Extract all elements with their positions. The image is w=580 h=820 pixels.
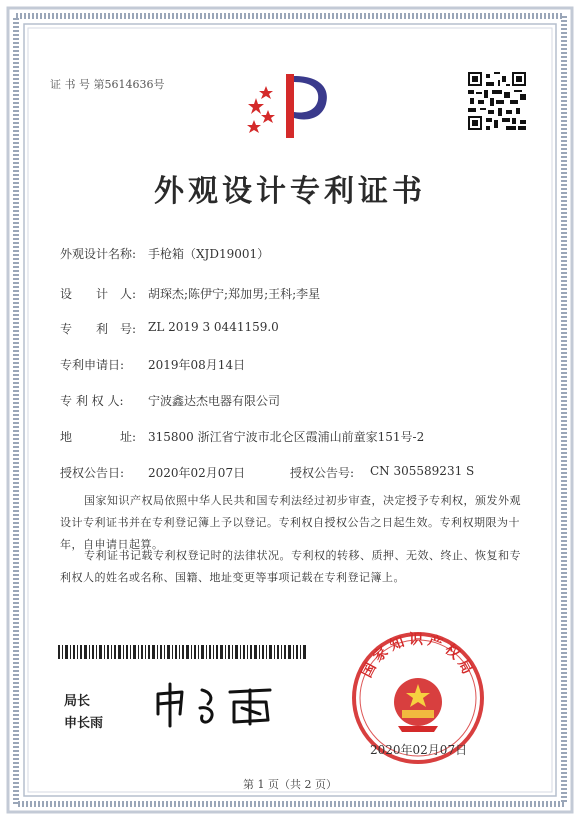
legal-paragraph-1: 国家知识产权局依照中华人民共和国专利法经过初步审查，决定授予专利权，颁发外观设计专利证书并在专利登记簿上予以登记。专利权自授权公告之日起生效。专利权期限为十年，自申请日起算。: [60, 494, 521, 551]
grant-date-value: 2020年02月07日: [148, 466, 246, 480]
legal-paragraph-2: 专利证书记载专利权登记时的法律状况。专利权的转移、质押、无效、终止、恢复和专利权人的姓名或名称、国籍、地址变更等事项记载在专利登记簿上。: [60, 549, 521, 584]
grant-date-label: 授权公告日:: [60, 466, 125, 480]
seal-date: 2020年02月07日: [370, 743, 468, 757]
patent-number-value: ZL 2019 3 0441159.0: [148, 320, 279, 334]
barcode: [58, 645, 308, 659]
designer-label: 设 计 人:: [60, 287, 137, 301]
address-value: 315800 浙江省宁波市北仑区霞浦山前童家151号-2: [148, 430, 425, 444]
patentee-value: 宁波鑫达杰电器有限公司: [148, 394, 281, 408]
design-name-value: 手枪箱（XJD19001）: [148, 247, 270, 261]
grant-number-label: 授权公告号:: [290, 466, 355, 480]
page-title: 外观设计专利证书: [154, 174, 426, 209]
design-name-label: 外观设计名称:: [60, 247, 137, 261]
page-number: 第 1 页（共 2 页）: [243, 778, 337, 791]
address-label: 地 址:: [60, 430, 137, 444]
qr-code: [468, 72, 526, 130]
filing-date-label: 专利申请日:: [60, 358, 125, 372]
patent-office-logo: [242, 68, 334, 144]
grant-number-value: CN 305589231 S: [370, 464, 475, 478]
patent-number-label: 专 利 号:: [60, 322, 137, 336]
patentee-label: 专 利 权 人:: [60, 394, 124, 408]
handwritten-signature: [150, 680, 310, 730]
svg-text:国家知识产权局: 国家知识产权局: [359, 632, 477, 681]
filing-date-value: 2019年08月14日: [148, 358, 246, 372]
designer-value: 胡琛杰;陈伊宁;郑加男;王科;李星: [148, 287, 321, 301]
signatory-name: 申长雨: [64, 716, 104, 731]
certificate-number: 证 书 号 第5614636号: [50, 78, 165, 91]
signatory-role: 局长: [64, 694, 91, 709]
